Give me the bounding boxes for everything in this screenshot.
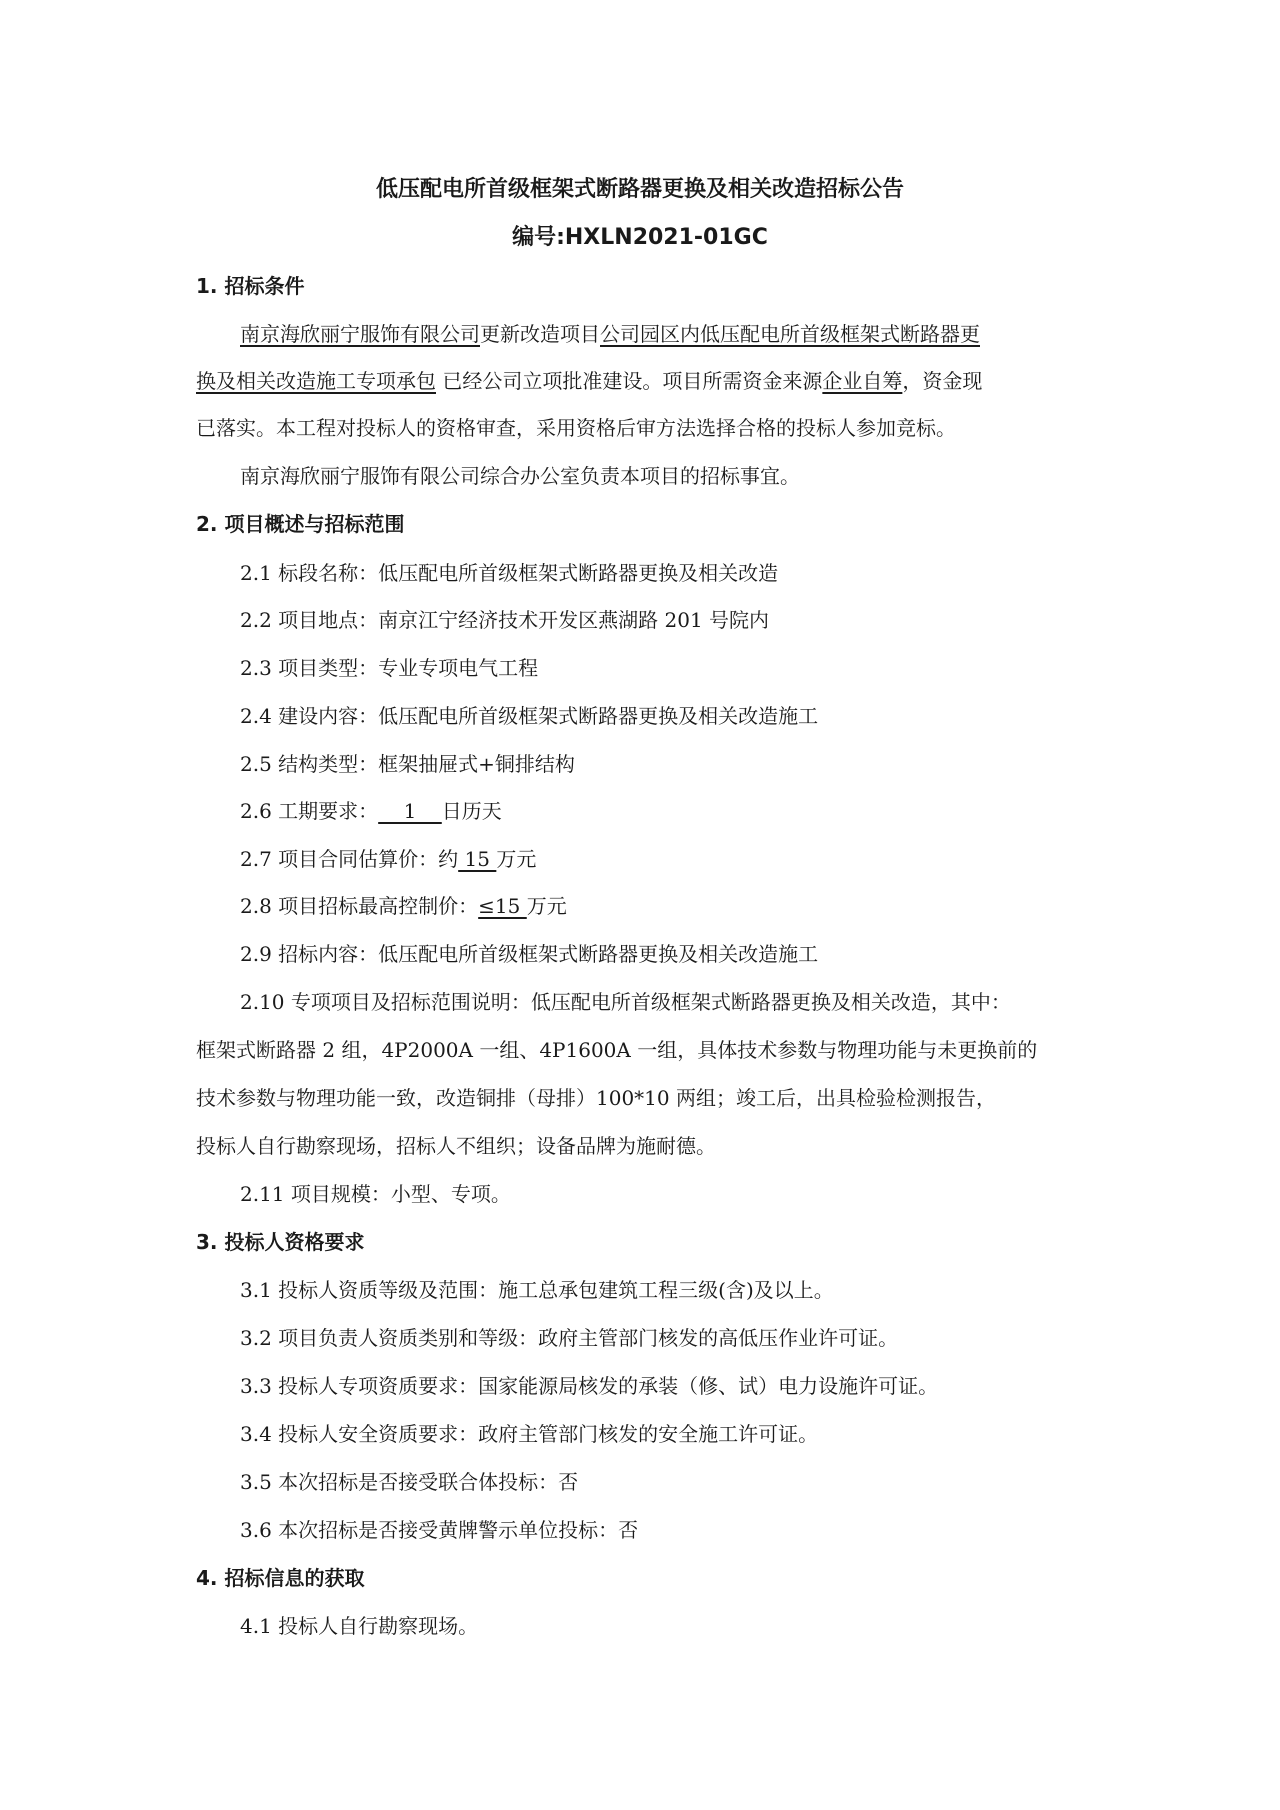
project-scope: 公司园区内低压配电所首级框架式断路器更 — [600, 322, 980, 346]
item-3-2: 3.2 项目负责人资质类别和等级：政府主管部门核发的高低压作业许可证。 — [240, 1326, 899, 1350]
text-run: 日历天 — [441, 799, 502, 823]
max-price-value: ≤15 — [478, 894, 527, 918]
text-run: ，资金现 — [902, 369, 983, 393]
item-2-6 — [240, 795, 502, 824]
section-1-paragraph-line — [196, 365, 982, 394]
item-2-10-line: 2.10 专项项目及招标范围说明：低压配电所首级框架式断路器更换及相关改造，其中： — [240, 990, 1011, 1014]
item-2-5: 2.5 结构类型：框架抽屉式+铜排结构 — [240, 752, 575, 776]
item-3-6: 3.6 本次招标是否接受黄牌警示单位投标：否 — [240, 1518, 639, 1542]
project-scope-cont: 换及相关改造施工专项承包 — [196, 369, 436, 393]
section-1-heading: 1. 招标条件 — [196, 274, 305, 298]
section-1-paragraph-line: 已落实。本工程对投标人的资格审查，采用资格后审方法选择合格的投标人参加竞标。 — [196, 416, 956, 440]
section-3-heading: 3. 投标人资格要求 — [196, 1230, 365, 1254]
item-2-10-line: 投标人自行勘察现场，招标人不组织；设备品牌为施耐德。 — [196, 1134, 716, 1158]
item-2-10-line: 框架式断路器 2 组，4P2000A 一组、4P1600A 一组，具体技术参数与物理功能与未更换前的 — [196, 1038, 1038, 1062]
company-name: 南京海欣丽宁服饰有限公司 — [240, 322, 480, 346]
text-run: 更新改造项目 — [480, 322, 600, 346]
duration-value: 1 — [378, 799, 442, 823]
item-2-8 — [240, 890, 567, 919]
text-run: 2.6 工期要求： — [240, 799, 379, 823]
text-run: 2.7 项目合同估算价：约 — [240, 847, 459, 871]
item-3-3: 3.3 投标人专项资质要求：国家能源局核发的承装（修、试）电力设施许可证。 — [240, 1374, 939, 1398]
item-2-7 — [240, 843, 536, 872]
text-run: 万元 — [496, 847, 537, 871]
text-run: 已经公司立项批准建设。项目所需资金来源 — [436, 369, 823, 393]
item-2-9: 2.9 招标内容：低压配电所首级框架式断路器更换及相关改造施工 — [240, 942, 819, 966]
item-4-1: 4.1 投标人自行勘察现场。 — [240, 1614, 479, 1638]
funding-source: 企业自筹 — [822, 369, 903, 393]
text-run: 万元 — [526, 894, 567, 918]
section-1-paragraph-line — [240, 318, 980, 347]
item-2-1: 2.1 标段名称：低压配电所首级框架式断路器更换及相关改造 — [240, 561, 779, 585]
text-run: 2.8 项目招标最高控制价： — [240, 894, 479, 918]
section-1-paragraph-2: 南京海欣丽宁服饰有限公司综合办公室负责本项目的招标事宜。 — [240, 464, 800, 488]
item-2-3: 2.3 项目类型：专业专项电气工程 — [240, 656, 539, 680]
estimate-value: 15 — [458, 847, 497, 871]
item-2-4: 2.4 建设内容：低压配电所首级框架式断路器更换及相关改造施工 — [240, 704, 819, 728]
item-2-2: 2.2 项目地点：南京江宁经济技术开发区燕湖路 201 号院内 — [240, 608, 770, 632]
section-2-heading: 2. 项目概述与招标范围 — [196, 512, 405, 536]
document-title: 低压配电所首级框架式断路器更换及相关改造招标公告 — [375, 177, 904, 202]
item-3-1: 3.1 投标人资质等级及范围：施工总承包建筑工程三级(含)及以上。 — [240, 1278, 834, 1302]
item-2-10-line: 技术参数与物理功能一致，改造铜排（母排）100*10 两组；竣工后，出具检验检测报告， — [196, 1086, 996, 1110]
item-3-5: 3.5 本次招标是否接受联合体投标：否 — [240, 1470, 579, 1494]
item-3-4: 3.4 投标人安全资质要求：政府主管部门核发的安全施工许可证。 — [240, 1422, 819, 1446]
section-4-heading: 4. 招标信息的获取 — [196, 1566, 365, 1590]
document-code: 编号:HXLN2021-01GC — [512, 225, 768, 250]
item-2-11: 2.11 项目规模：小型、专项。 — [240, 1182, 511, 1206]
